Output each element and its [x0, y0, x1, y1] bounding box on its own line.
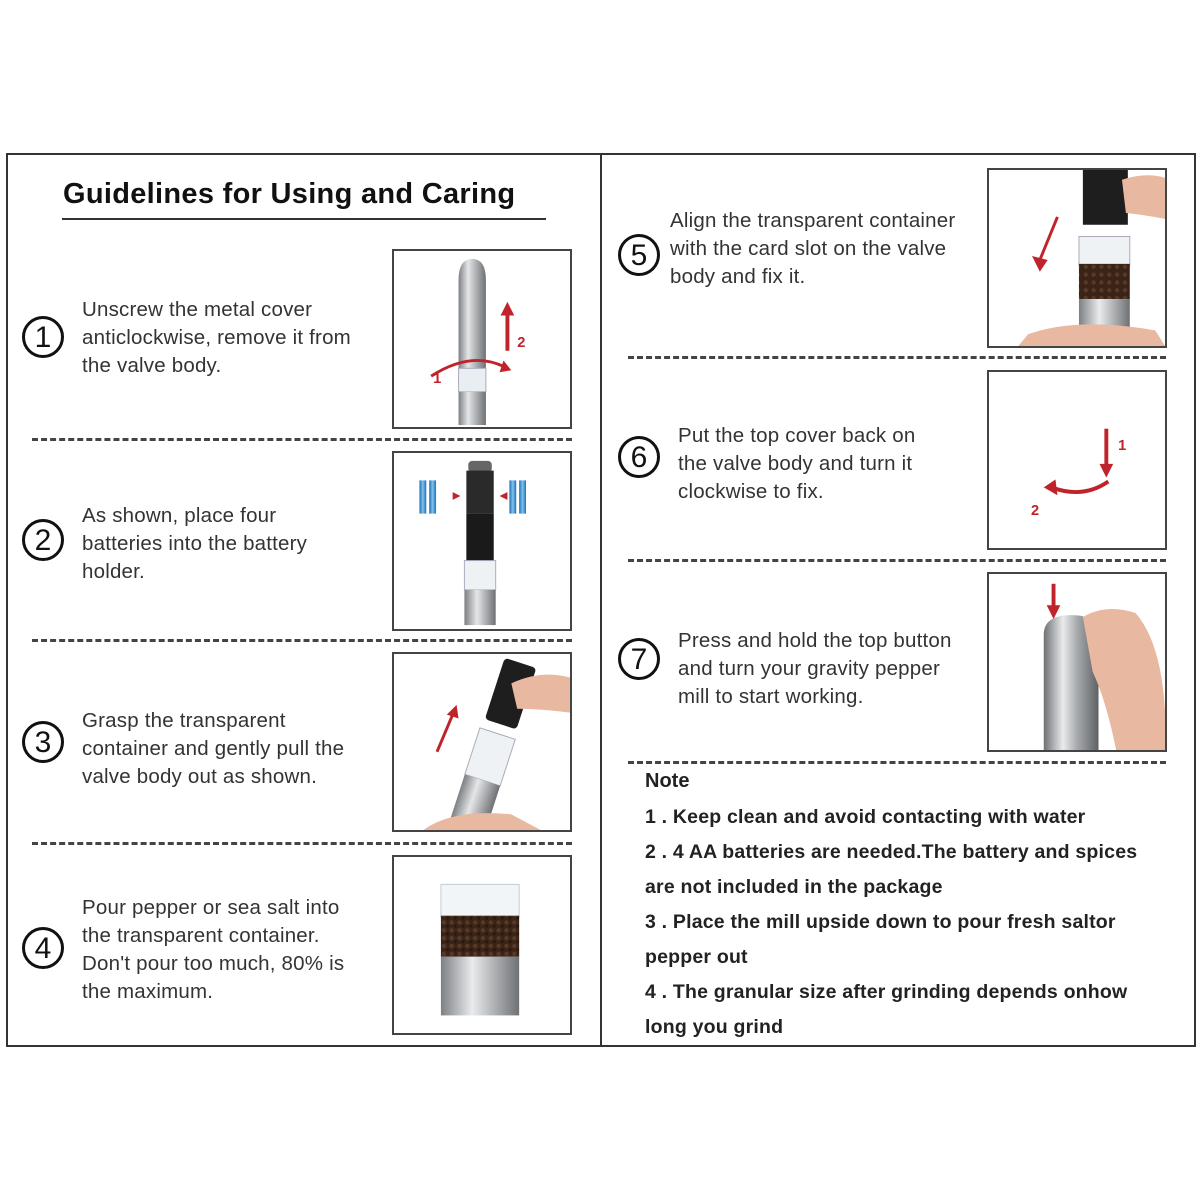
align-arrow-head	[1032, 256, 1048, 272]
separator	[628, 356, 1166, 359]
metal-cover	[459, 259, 486, 369]
step-5-line: body and fix it.	[670, 265, 806, 288]
page-title: Guidelines for Using and Caring	[63, 178, 516, 210]
step-7-image	[987, 572, 1167, 752]
step-2-number: 2	[22, 519, 64, 561]
step-2-text	[82, 502, 307, 586]
step-3-number: 3	[22, 721, 64, 763]
step-4-line: the maximum.	[82, 980, 214, 1003]
step-6-text	[678, 422, 915, 506]
pull-container-illustration	[394, 654, 570, 830]
hand-top	[1122, 175, 1165, 219]
center-divider	[600, 153, 602, 1047]
align-container-illustration	[989, 170, 1165, 346]
hand-bottom	[423, 813, 540, 830]
step-7-number: 7	[618, 638, 660, 680]
step-5-line: with the card slot on the valve	[670, 237, 947, 260]
battery	[519, 480, 526, 513]
step-1-text	[82, 296, 351, 380]
valve-body	[1083, 170, 1128, 225]
step-4-line: the transparent container.	[82, 924, 320, 947]
label-2: 2	[517, 334, 526, 351]
step-1-number: 1	[22, 316, 64, 358]
pepper-container-illustration	[394, 857, 570, 1033]
step-3-line: valve body out as shown.	[82, 765, 317, 788]
hand-bottom	[1018, 324, 1165, 346]
step-6-line: clockwise to fix.	[678, 480, 824, 503]
note-line: pepper out	[645, 946, 748, 968]
step-4-line: Pour pepper or sea salt into	[82, 896, 340, 919]
separator	[628, 761, 1166, 764]
note-line: 1 . Keep clean and avoid contacting with water	[645, 806, 1086, 828]
separator	[32, 639, 572, 642]
clear-container	[464, 561, 495, 590]
note-title: Note	[645, 770, 690, 792]
note-line: are not included in the package	[645, 876, 943, 898]
clear-container	[441, 884, 519, 917]
down-arrow-head	[1099, 464, 1113, 478]
step-2-line: batteries into the battery	[82, 532, 308, 555]
lift-arrow-head	[501, 302, 515, 316]
separator	[628, 559, 1166, 562]
unscrew-cover-illustration	[394, 251, 570, 427]
step-3-image	[392, 652, 572, 832]
step-3-line: container and gently pull the	[82, 737, 345, 760]
battery	[419, 480, 426, 513]
hand-top	[511, 675, 570, 713]
label-2: 2	[1031, 502, 1040, 519]
step-7-line: Press and hold the top button	[678, 629, 952, 652]
note-line: 2 . 4 AA batteries are needed.The battery and spices	[645, 841, 1138, 863]
step-5-line: Align the transparent container	[670, 209, 956, 232]
step-2-line: As shown, place four	[82, 504, 277, 527]
step-1-image	[392, 249, 572, 429]
step-7-text	[678, 627, 952, 711]
label-1: 1	[433, 371, 442, 387]
arrow-right-icon	[453, 492, 461, 500]
motor-body	[466, 514, 493, 561]
clear-container	[459, 368, 486, 391]
note-line: long you grind	[645, 1016, 784, 1038]
align-arrow	[1040, 217, 1058, 260]
base	[464, 590, 495, 625]
battery	[509, 480, 516, 513]
step-5-text	[670, 207, 955, 291]
label-1: 1	[1118, 438, 1127, 455]
step-1-line: anticlockwise, remove it from	[82, 326, 351, 349]
step-6-number: 6	[618, 436, 660, 478]
note-line: 4 . The granular size after grinding depends onhow	[645, 981, 1128, 1003]
step-3-text	[82, 707, 344, 791]
turn-arrow-head	[1044, 480, 1058, 496]
step-5-image	[987, 168, 1167, 348]
step-4-text	[82, 894, 344, 1006]
step-7-line: mill to start working.	[678, 685, 864, 708]
press-button-illustration	[989, 574, 1165, 750]
step-2-image	[392, 451, 572, 631]
note-line: 3 . Place the mill upside down to pour fresh saltor	[645, 911, 1116, 933]
base	[459, 392, 486, 425]
step-5-number: 5	[618, 234, 660, 276]
battery-holder	[466, 471, 493, 514]
step-2-line: holder.	[82, 560, 145, 583]
step-4-number: 4	[22, 927, 64, 969]
step-6-line: the valve body and turn it	[678, 452, 913, 475]
pull-arrow-head	[447, 705, 459, 719]
step-1-line: the valve body.	[82, 354, 222, 377]
step-4-line: Don't pour too much, 80% is	[82, 952, 345, 975]
step-3-line: Grasp the transparent	[82, 709, 286, 732]
separator	[32, 842, 572, 845]
title-underline	[62, 218, 546, 220]
pepper-fill	[441, 916, 519, 957]
battery	[429, 480, 436, 513]
step-6-line: Put the top cover back on	[678, 424, 916, 447]
arrow-left-icon	[500, 492, 508, 500]
separator	[32, 438, 572, 441]
step-4-image	[392, 855, 572, 1035]
base	[441, 957, 519, 1016]
pull-arrow	[437, 715, 453, 752]
clear-container	[1079, 236, 1130, 265]
battery-insert-illustration	[394, 453, 570, 629]
step-7-line: and turn your gravity pepper	[678, 657, 941, 680]
pepper-fill	[1079, 264, 1130, 299]
step-6-image	[987, 370, 1167, 550]
turn-arrow	[1052, 482, 1109, 493]
turn-cover-illustration	[989, 372, 1165, 548]
step-1-line: Unscrew the metal cover	[82, 298, 313, 321]
